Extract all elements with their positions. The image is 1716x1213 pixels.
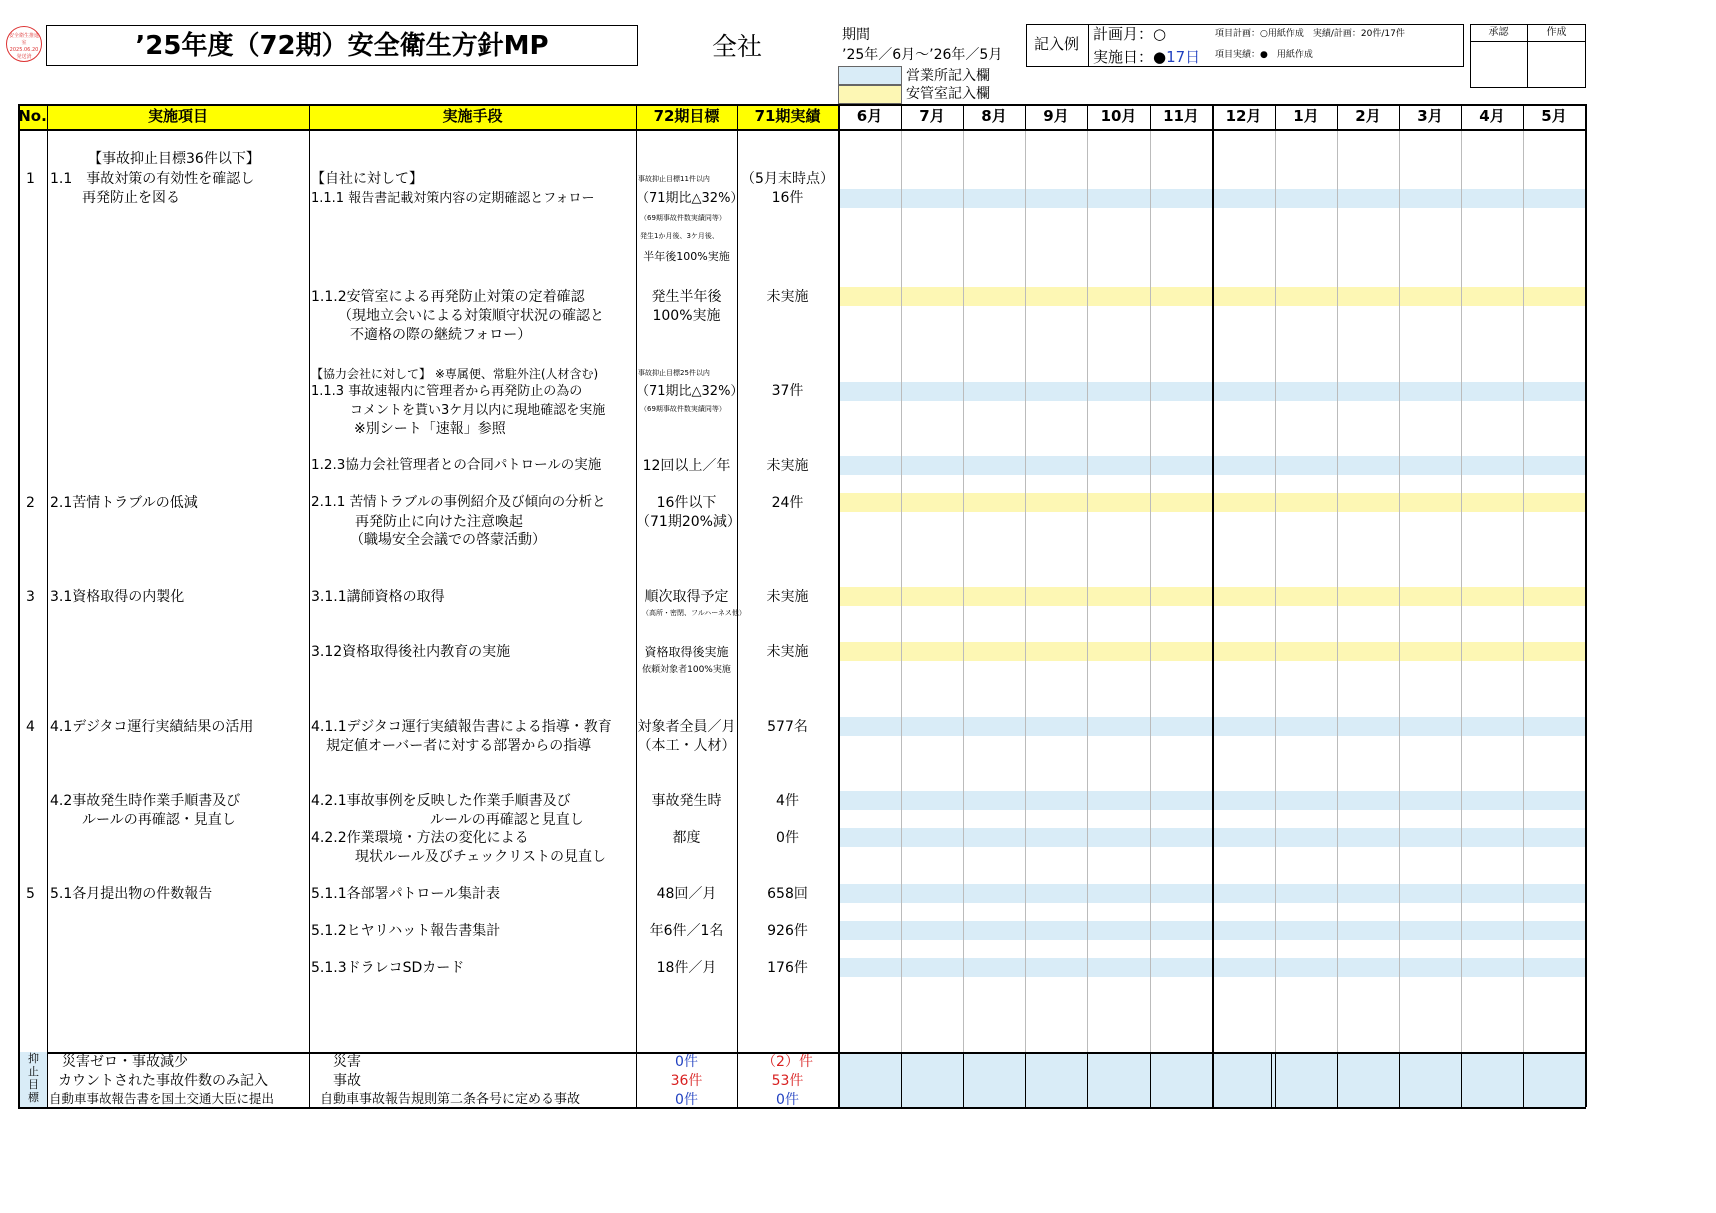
month-header: 7月 (919, 107, 945, 125)
target-1-1-2a: 発生半年後 (651, 289, 722, 305)
method-3-1-1: 3.1.1講師資格の取得 (311, 589, 445, 605)
month-header: 2月 (1355, 107, 1381, 125)
result-5-1-1: 658回 (767, 886, 808, 902)
month-header: 6月 (856, 107, 883, 125)
target-4-2-2: 都度 (672, 830, 701, 846)
col-header-target: 72期目標 (636, 104, 737, 129)
target-1-1-1a: 事故抑止目標11件以内 (638, 175, 710, 183)
col-header-no: No. (18, 104, 47, 129)
target-1-1-1d: 発生1か月後、3ケ月後、 (640, 232, 719, 240)
footer-target-3: 0件 (675, 1092, 698, 1108)
method-5-1-2: 5.1.2ヒヤリハット報告書集計 (311, 923, 501, 939)
footer-method-3: 自動車事故報告規則第二条各号に定める事故 (320, 1092, 581, 1107)
method-1-1-3b: コメントを貰い3ケ月以内に現地確認を実施 (350, 403, 606, 418)
row-number: 4 (26, 719, 35, 735)
target-4-1-1b: （本工・人材） (637, 738, 736, 754)
row-number: 1 (26, 171, 35, 187)
month-header: 4月 (1479, 107, 1505, 125)
item-4-2: 4.2事故発生時作業手順書及び (50, 793, 241, 809)
col-header-method: 実施手段 (309, 104, 636, 129)
method-own-heading: 【自社に対して】 (311, 171, 423, 187)
result-1-1-3: 37件 (771, 383, 804, 399)
example-note1: 項目計画：○用紙作成 実績/計画：20件/17件 (1215, 29, 1405, 39)
method-4-2-2a: 4.2.2作業環境・方法の変化による (311, 830, 529, 846)
footer-side-label (20, 1052, 47, 1107)
target-4-1-1a: 対象者全員／月 (637, 719, 736, 735)
example-done-value: 17日 (1166, 48, 1201, 66)
target-2-1-1a: 16件以下 (656, 495, 717, 511)
example-done-prefix: 実施日：● (1093, 48, 1167, 66)
target-1-2-3: 12回以上／年 (642, 458, 731, 474)
method-4-2-1b: ルールの再確認と見直し (430, 812, 584, 828)
method-2-1-1a: 2.1.1 苦情トラブルの事例紹介及び傾向の分析と (311, 494, 606, 510)
month-header: 3月 (1417, 107, 1443, 125)
method-4-1-1a: 4.1.1デジタコ運行実績報告書による指導・教育 (311, 719, 612, 735)
method-1-1-2b: （現地立会いによる対策順守状況の確認と (338, 308, 604, 324)
footer-method-1: 災害 (333, 1054, 361, 1070)
target-4-2-1: 事故発生時 (651, 793, 722, 809)
target-5-1-2: 年6件／1名 (649, 923, 724, 939)
target-1-1-3b: （71期比△32%） (636, 384, 744, 399)
creator-label: 作成 (1546, 27, 1567, 38)
target-1-1-3c: （69期事故件数実績同等） (640, 405, 726, 413)
side-char: 抑 (28, 1052, 39, 1065)
item-2-1: 2.1苦情トラブルの低減 (50, 495, 198, 511)
row-number: 5 (26, 886, 35, 902)
target-5-1-1: 48回／月 (656, 886, 717, 902)
footer-method-2: 事故 (333, 1073, 361, 1089)
result-4-2-1: 4件 (776, 793, 799, 809)
target-2-1-1b: （71期20%減） (636, 514, 741, 530)
method-1-2-3: 1.2.3協力会社管理者との合同パトロールの実施 (311, 457, 602, 473)
example-label: 記入例 (1034, 35, 1080, 53)
side-char: 標 (28, 1091, 39, 1104)
result-5-1-3: 176件 (767, 960, 808, 976)
stamp-line1: 安全衛生推進室 (8, 33, 39, 46)
method-partner-heading: 【協力会社に対して】 ※専属便、常駐外注(人材含む) (311, 367, 599, 381)
example-note2: 項目実績：● 用紙作成 (1215, 50, 1313, 60)
row-number: 2 (26, 495, 35, 511)
target-1-1-1e: 半年後100%実施 (643, 250, 730, 263)
footer-result-3: 0件 (776, 1092, 799, 1108)
month-header: 9月 (1043, 107, 1069, 125)
method-4-2-2b: 現状ルール及びチェックリストの見直し (355, 849, 607, 865)
side-char: 止 (28, 1065, 39, 1078)
target-1-1-1b: （71期比△32%） (636, 191, 744, 206)
footer-target-1: 0件 (675, 1054, 698, 1070)
method-1-1-3a: 1.1.3 事故速報内に管理者から再発防止の為の (311, 384, 583, 399)
row-number: 3 (26, 589, 35, 605)
example-plan: 計画月：○ (1093, 25, 1167, 43)
method-5-1-1: 5.1.1各部署パトロール集計表 (311, 886, 501, 902)
method-5-1-3: 5.1.3ドラレコSDカード (311, 960, 465, 976)
approval-label: 承認 (1488, 27, 1509, 38)
target-3-1-2a: 資格取得後実施 (644, 645, 729, 659)
month-header: 1月 (1293, 107, 1319, 125)
target-1-1-3a: 事故抑止目標25件以内 (638, 369, 710, 377)
result-1-1-2: 未実施 (766, 289, 809, 305)
month-header: 12月 (1225, 107, 1262, 125)
month-header: 5月 (1541, 107, 1567, 125)
stamp-line2: 2025.06.20 (9, 47, 39, 53)
footer-target-2: 36件 (670, 1073, 703, 1089)
month-header: 10月 (1100, 107, 1137, 125)
method-1-1-2a: 1.1.2安管室による再発防止対策の定着確認 (311, 289, 585, 305)
footer-result-1: （2）件 (762, 1054, 813, 1070)
item-4-2-cont: ルールの再確認・見直し (82, 812, 236, 828)
col-header-result: 71期実績 (737, 104, 838, 129)
target-5-1-3: 18件／月 (656, 960, 717, 976)
method-2-1-1b: 再発防止に向けた注意喚起 (355, 514, 523, 530)
footer-item-1: 災害ゼロ・事故減少 (62, 1054, 188, 1070)
method-3-1-2: 3.12資格取得後社内教育の実施 (311, 644, 511, 660)
target-1-1-1c: （69期事故件数実績同等） (640, 214, 726, 222)
legend-blue-label: 営業所記入欄 (906, 68, 990, 84)
result-4-1-1: 577名 (767, 719, 808, 735)
month-header: 11月 (1163, 107, 1199, 125)
target-3-1-2b: 依頼対象者100%実施 (642, 665, 731, 675)
month-header: 8月 (981, 107, 1007, 125)
result-4-2-2: 0件 (776, 830, 799, 846)
method-4-1-1b: 規定値オーバー者に対する部署からの指導 (326, 738, 592, 754)
item-5-1: 5.1各月提出物の件数報告 (50, 886, 213, 902)
method-1-1-1: 1.1.1 報告書記載対策内容の定期確認とフォロー (311, 191, 595, 206)
period-label: 期間 (842, 27, 870, 43)
target-1-1-2b: 100%実施 (652, 308, 721, 324)
target-3-1-1b: （高所・密閉、フルハーネス他） (642, 609, 746, 617)
legend-yellow-swatch (838, 85, 902, 104)
side-char: 目 (28, 1078, 39, 1091)
item-1-1-cont: 再発防止を図る (82, 190, 180, 206)
method-1-1-2c: 不適格の際の継続フォロー） (350, 327, 532, 343)
result-2-1-1: 24件 (771, 495, 804, 511)
result-1-2-3: 未実施 (766, 458, 809, 474)
method-1-1-3c: ※別シート「速報」参照 (354, 421, 506, 437)
item-1-1: 1.1 事故対策の有効性を確認し (50, 171, 255, 187)
result-1-1-1a: （5月末時点） (741, 171, 834, 187)
result-5-1-2: 926件 (767, 923, 808, 939)
example-done (1093, 46, 1200, 67)
approval-stamp (6, 26, 42, 62)
col-header-item: 実施項目 (47, 104, 309, 129)
footer-item-2: カウントされた事故件数のみ記入 (58, 1073, 268, 1089)
result-1-1-1b: 16件 (771, 190, 804, 206)
legend-blue-swatch (838, 66, 902, 85)
stamp-line3: 発送済 (16, 54, 32, 60)
footer-result-2: 53件 (771, 1073, 804, 1089)
target-3-1-1a: 順次取得予定 (644, 589, 729, 605)
footer-item-3: 自動車事故報告書を国土交通大臣に提出 (49, 1091, 275, 1106)
result-3-1-2: 未実施 (766, 644, 809, 660)
item-3-1: 3.1資格取得の内製化 (50, 589, 185, 605)
method-4-2-1a: 4.2.1事故事例を反映した作業手順書及び (311, 793, 571, 809)
method-2-1-1c: （職場安全会議での啓蒙活動） (350, 532, 546, 548)
legend-yellow-label: 安管室記入欄 (906, 86, 990, 102)
scope-label: 全社 (712, 32, 763, 61)
page-title: ’25年度（72期）安全衛生方針MP (135, 31, 549, 61)
goal-heading: 【事故抑止目標36件以下】 (88, 151, 260, 167)
result-3-1-1: 未実施 (766, 589, 809, 605)
period-value: ’25年／6月～’26年／5月 (842, 47, 1003, 63)
item-4-1: 4.1デジタコ運行実績結果の活用 (50, 719, 254, 735)
